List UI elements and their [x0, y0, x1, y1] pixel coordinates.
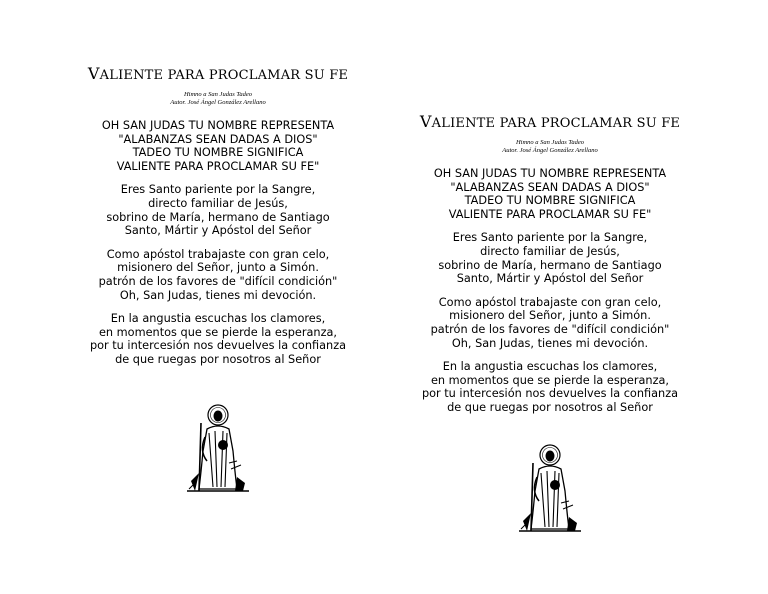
verse-line: VALIENTE PARA PROCLAMAR SU FE" — [448, 207, 652, 221]
title-initial: V — [419, 112, 432, 131]
verse-line: Santo, Mártir y Apóstol del Señor — [456, 272, 644, 286]
verse-line: Como apóstol trabajaste con gran celo, — [106, 247, 330, 261]
verse-line: misionero del Señor, junto a Simón. — [117, 261, 319, 275]
hymn-subtitle: Himno a San Judas Tadeo — [515, 139, 584, 146]
verse-line: directo familiar de Jesús, — [148, 196, 288, 210]
verse-line: Oh, San Judas, tienes mi devoción. — [451, 336, 649, 350]
verse-line: misionero del Señor, junto a Simón. — [449, 309, 651, 323]
hymn-page-left — [68, 64, 368, 495]
verse-line: sobrino de María, hermano de Santiago — [438, 258, 662, 272]
verse-line: por tu intercesión nos devuelves la confianza — [89, 339, 347, 353]
verse-line: Como apóstol trabajaste con gran celo, — [438, 295, 662, 309]
verse-line: TADEO TU NOMBRE SIGNIFICA — [132, 146, 304, 160]
verse-line: por tu intercesión nos devuelves la confianza — [421, 387, 679, 401]
hymn-title — [68, 64, 368, 83]
stanza-3 — [400, 296, 700, 350]
saint-jude-illustration — [185, 403, 251, 495]
stanza-2 — [68, 183, 368, 237]
verse-line: patrón de los favores de "difícil condición" — [430, 322, 670, 336]
verse-line: en momentos que se pierde la esperanza, — [430, 373, 670, 387]
verse-line: OH SAN JUDAS TU NOMBRE REPRESENTA — [433, 167, 667, 180]
verse-line: de que ruegas por nosotros al Señor — [447, 400, 653, 414]
hymn-credits — [400, 139, 700, 155]
verse-line: Oh, San Judas, tienes mi devoción. — [119, 288, 317, 302]
verse-line: "ALABANZAS SEAN DADAS A DIOS" — [450, 180, 650, 194]
verse-line: TADEO TU NOMBRE SIGNIFICA — [464, 194, 636, 208]
title-initial: V — [87, 64, 100, 83]
stanza-4 — [400, 360, 700, 414]
verse-line: En la angustia escuchas los clamores, — [442, 360, 658, 374]
verse-line: sobrino de María, hermano de Santiago — [106, 210, 330, 224]
title-rest: ALIENTE PARA PROCLAMAR SU FE — [431, 116, 681, 131]
hymn-author: Autor. José Ángel González Arellano — [502, 147, 598, 154]
stanza-2 — [400, 231, 700, 285]
verse-line: VALIENTE PARA PROCLAMAR SU FE" — [116, 159, 320, 173]
verse-line: En la angustia escuchas los clamores, — [110, 312, 326, 326]
saint-jude-illustration — [517, 443, 583, 535]
verse-line: de que ruegas por nosotros al Señor — [115, 352, 321, 366]
stanza-1 — [400, 167, 700, 221]
stanza-4 — [68, 312, 368, 366]
hymn-title — [400, 112, 700, 131]
verse-line: Santo, Mártir y Apóstol del Señor — [124, 224, 312, 238]
verse-line: Eres Santo pariente por la Sangre, — [120, 183, 316, 197]
verse-line: patrón de los favores de "difícil condición" — [98, 274, 338, 288]
hymn-author: Autor. José Ángel González Arellano — [170, 99, 266, 106]
verse-line: Eres Santo pariente por la Sangre, — [452, 231, 648, 245]
title-rest: ALIENTE PARA PROCLAMAR SU FE — [99, 68, 349, 83]
hymn-page-right — [400, 112, 700, 535]
verse-line: en momentos que se pierde la esperanza, — [98, 325, 338, 339]
verse-line: "ALABANZAS SEAN DADAS A DIOS" — [118, 132, 318, 146]
hymn-subtitle: Himno a San Judas Tadeo — [183, 91, 252, 98]
verse-line: OH SAN JUDAS TU NOMBRE REPRESENTA — [101, 119, 335, 132]
stanza-1 — [68, 119, 368, 173]
hymn-credits — [68, 91, 368, 107]
verse-line: directo familiar de Jesús, — [480, 244, 620, 258]
stanza-3 — [68, 248, 368, 302]
